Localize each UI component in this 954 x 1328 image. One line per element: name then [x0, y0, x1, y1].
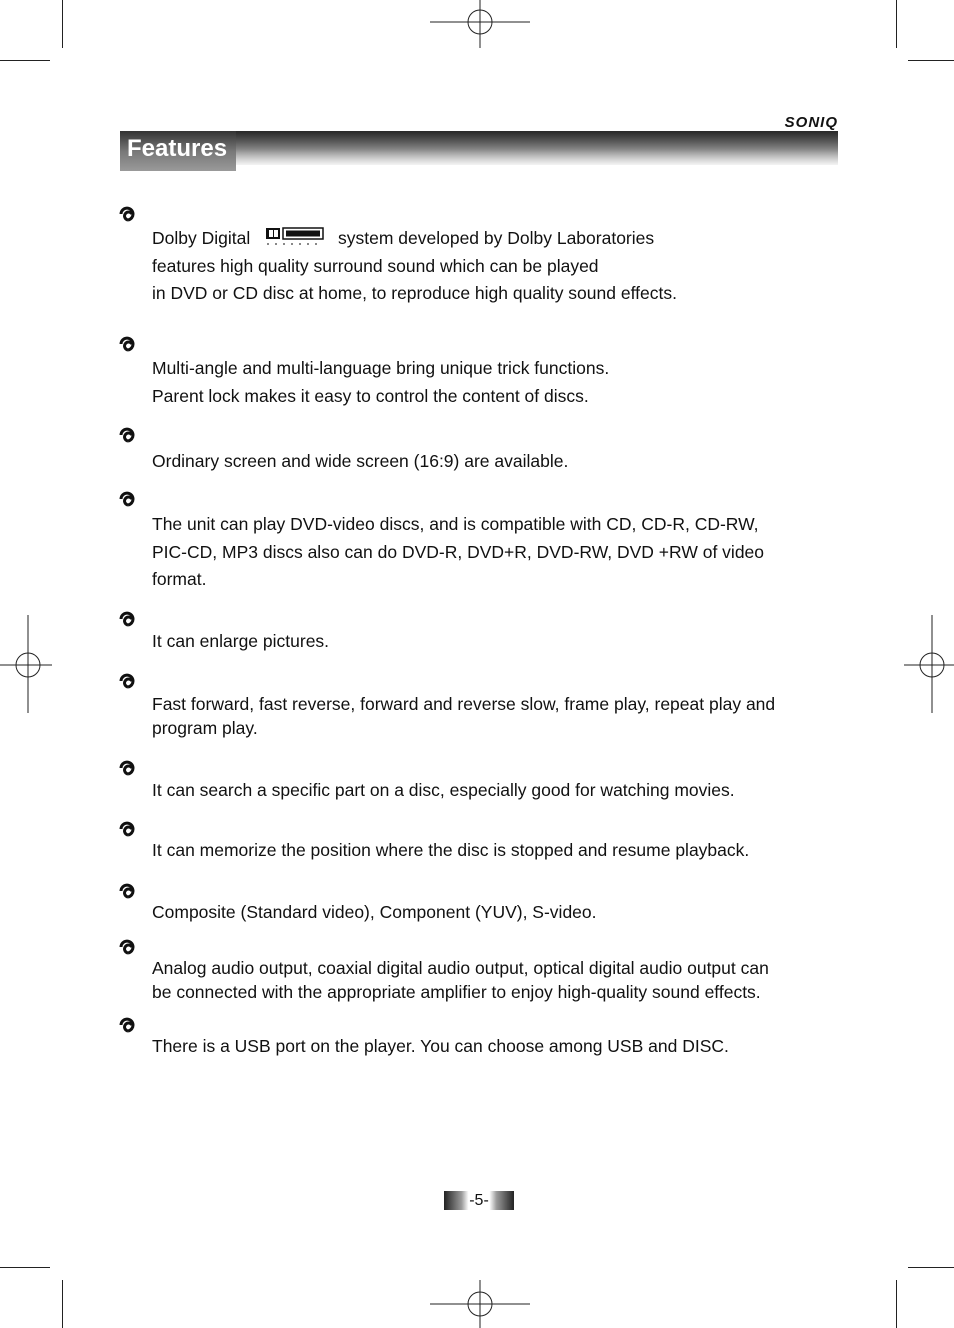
crop-mark [908, 1267, 954, 1268]
page-title: Features [127, 135, 228, 162]
crop-mark [0, 60, 50, 61]
bullet-icon [118, 610, 138, 628]
crop-mark [0, 1267, 50, 1268]
feature-line: Ordinary screen and wide screen (16:9) are available. [152, 451, 569, 471]
crop-mark [908, 60, 954, 61]
feature-line: PIC-CD, MP3 discs also can do DVD-R, DVD+R, DVD-RW, DVD +RW of video [152, 541, 765, 562]
feature-line: Analog audio output, coaxial digital audio output, optical digital audio output can [152, 958, 769, 978]
page-number: -5- [469, 1192, 489, 1209]
feature-line: There is a USB port on the player. You can choose among USB and DISC. [152, 1036, 729, 1056]
feature-line: Composite (Standard video), Component (YUV), S-video. [152, 902, 597, 922]
dolby-digital-logo [265, 227, 325, 247]
crop-mark [62, 1280, 63, 1328]
feature-line: Parent lock makes it easy to control the content of discs. [152, 385, 589, 406]
feature-line: be connected with the appropriate amplifier to enjoy high-quality sound effects. [152, 982, 761, 1002]
feature-line: Fast forward, fast reverse, forward and reverse slow, frame play, repeat play and [152, 694, 776, 714]
feature-line: program play. [152, 718, 258, 738]
section-title-bar [120, 131, 838, 165]
crop-mark [62, 0, 63, 48]
feature-line: features high quality surround sound which can be played [152, 255, 599, 276]
page-number-badge [444, 1191, 514, 1210]
bullet-icon [118, 335, 138, 353]
feature-line: Multi-angle and multi-language bring unique trick functions. [152, 358, 610, 378]
bullet-icon [118, 938, 138, 956]
crop-mark [896, 0, 897, 48]
feature-line [152, 225, 677, 253]
feature-line: The unit can play DVD-video discs, and is compatible with CD, CD-R, CD-RW, [152, 514, 759, 534]
feature-line: It can search a specific part on a disc, especially good for watching movies. [152, 780, 735, 800]
registration-mark-bottom [430, 1280, 530, 1328]
feature-text: Dolby Digital [152, 228, 251, 248]
bullet-icon [118, 672, 138, 690]
bullet-icon [118, 205, 138, 223]
crop-mark [896, 1280, 897, 1328]
feature-line: in DVD or CD disc at home, to reproduce high quality sound effects. [152, 283, 677, 303]
bullet-icon [118, 1016, 138, 1034]
registration-mark-top [430, 0, 530, 48]
bullet-icon [118, 490, 138, 508]
bullet-icon [118, 882, 138, 900]
feature-line: format. [152, 569, 207, 589]
title-box [120, 131, 236, 171]
registration-mark-left [0, 615, 52, 713]
feature-line: It can memorize the position where the disc is stopped and resume playback. [152, 840, 750, 860]
title-bar-gradient [236, 131, 838, 165]
bullet-icon [118, 426, 138, 444]
feature-line: It can enlarge pictures. [152, 631, 330, 651]
brand-logo: SONIQ [784, 114, 838, 131]
bullet-icon [118, 820, 138, 838]
feature-text: system developed by Dolby Laboratories [337, 228, 655, 248]
bullet-icon [118, 759, 138, 777]
registration-mark-right [904, 615, 954, 713]
